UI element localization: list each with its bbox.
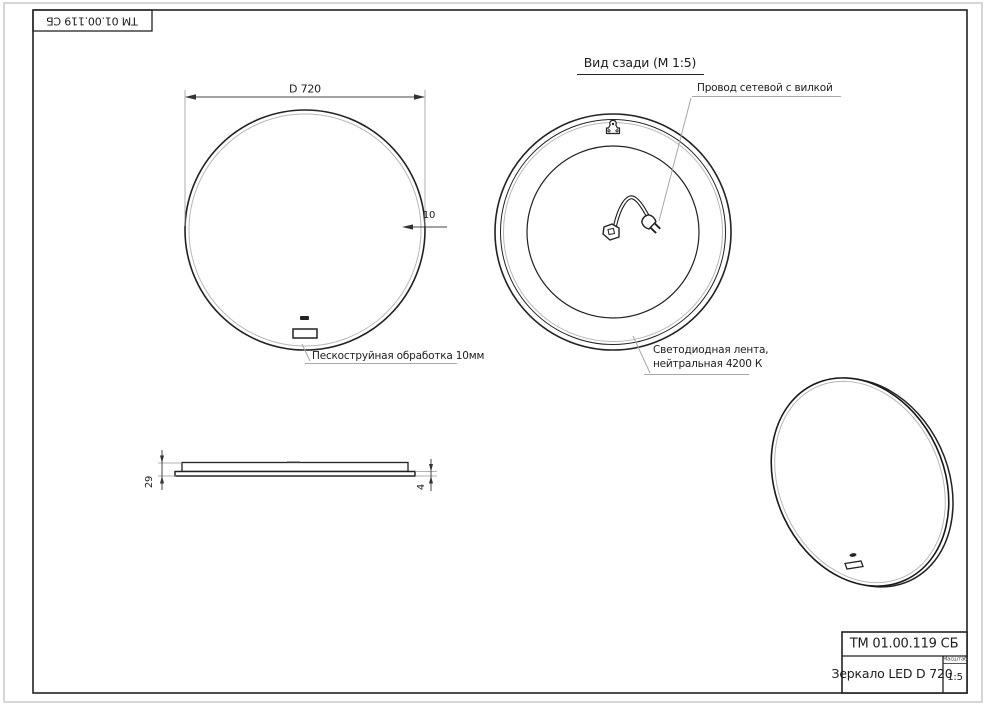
sandblast-note-text: Пескоструйная обработка 10мм [312, 350, 485, 362]
front-diameter-dim-text: D 720 [289, 82, 321, 96]
side-view [158, 450, 437, 491]
back-view-title: Вид сзади (М 1:5) [583, 54, 697, 70]
corner-stamp-text: ТМ 01.00.119 СБ [46, 14, 138, 27]
height-dimension [158, 450, 182, 490]
side-height-dim-text: 29 [144, 475, 155, 489]
led-note-line2: нейтральная 4200 К [653, 358, 763, 370]
titleblock-product-name: Зеркало LED D 720 [831, 665, 953, 681]
side-glass-dim-text: 4 [416, 483, 427, 491]
cord-note-leader [659, 97, 841, 222]
led-note-line1: Светодиодная лента, [653, 344, 769, 356]
power-plug [639, 213, 662, 236]
sensor-dot [300, 316, 309, 320]
front-view [185, 90, 457, 364]
perspective-view [738, 347, 986, 618]
drawing-frame [4, 3, 982, 702]
titleblock-doc-number: ТМ 01.00.119 СБ [849, 636, 959, 652]
titleblock-scale-label: Масштаб [942, 655, 968, 662]
touch-sensor [293, 329, 317, 338]
power-cord [603, 197, 663, 240]
titleblock-scale-value: 1:5 [947, 672, 963, 683]
cord-note-text: Провод сетевой с вилкой [697, 82, 833, 94]
front-edge-dim-text: 10 [422, 210, 436, 221]
back-view [495, 75, 841, 375]
